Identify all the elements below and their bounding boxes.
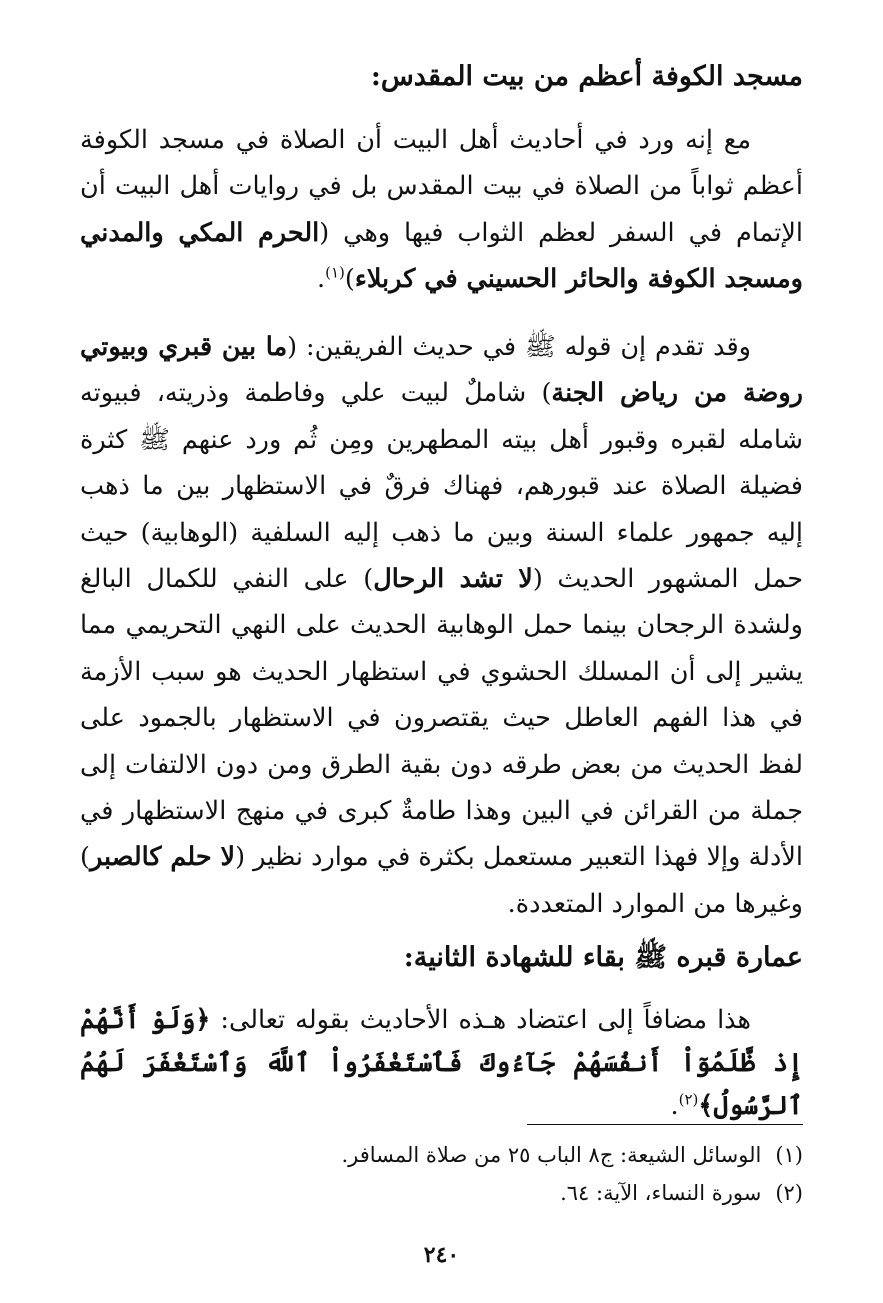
bold-text-segment: لا تشد الرحال [373, 564, 533, 595]
paragraph-hadith-discussion [80, 324, 804, 919]
paragraph-quran-verse [80, 999, 803, 1121]
footnote-separator [527, 1124, 803, 1125]
bold-text-segment: ما بين قبري وبيوتي روضة من رياض الجنة [80, 332, 803, 409]
quran-open-bracket: ﴿ [195, 1005, 211, 1035]
footnote-text: سورة النساء، الآية: ٦٤. [560, 1181, 762, 1205]
paragraph-kufa-mosque [80, 117, 803, 307]
text-segment: هذا مضافاً إلى اعتضاد هـذه الأحاديث بقوله تعالى: [210, 1005, 751, 1035]
bold-text-segment: لا حلم كالصبر [89, 842, 236, 873]
section-heading-tomb-construction: عمارة قبره ﷺ بقاء للشهادة الثانية: [403, 942, 803, 973]
footnote-ref-1[interactable]: (١) [325, 263, 345, 282]
footnote-number: (٢) [775, 1181, 803, 1205]
quran-verse-text: وَلَوْ أَنَّهُمْ إِذ ظَّلَمُوٓاْ أَنفُسَهُمْ جَآءُوكَ فَٱسْتَغْفَرُواْ ٱللَّهَ وَٱسْتَغْفَرَ لَهُمُ ٱلرَّسُولُ [80, 1005, 803, 1121]
text-segment: ) وغيرها من الموارد المتعددة. [80, 842, 803, 919]
footnote-text: الوسائل الشيعة: ج٨ الباب ٢٥ من صلاة المسافر. [341, 1143, 762, 1167]
text-segment: . [317, 264, 326, 295]
bold-text-segment: الحرم المكي والمدني ومسجد الكوفة والحائر الحسيني في كربلاء [80, 217, 803, 295]
text-segment: ) شاملٌ لبيت علي وفاطمة وذريته، فبيوته شامله لقبره وقبور أهل بيته المطهرين ومِن ثُم ورد عنهم ﷺ كثرة فضيلة الصلاة عند قبورهم، فهناك فرقٌ في الاستظهار بين ما ذهب إليه جمهور علماء السنة وبين ما ذهب إليه السلفية (الوهابية) حيث حمل المشهور الحديث ( [80, 378, 803, 595]
footnote-ref-2[interactable]: (٢) [678, 1090, 699, 1109]
text-segment: مع إنه ورد في أحاديث أهل البيت أن الصلاة في مسجد الكوفة أعظم ثواباً من الصلاة في بيت المقدس بل في روايات أهل البيت أن الإتمام في السفر لعظم الثواب فيها وهي ( [80, 125, 803, 248]
text-segment: . [670, 1091, 679, 1121]
footnote-2 [80, 1178, 803, 1208]
quran-close-bracket: ﴾ [698, 1091, 714, 1121]
text-segment: وقد تقدم إن قوله ﷺ في حديث الفريقين: ( [287, 332, 751, 362]
footnote-number: (١) [775, 1143, 803, 1167]
footnote-1 [80, 1140, 803, 1170]
text-segment: ) على النفي للكمال البالغ ولشدة الرجحان بينما حمل الوهابية الحديث على النهي التحريمي مما يشير إلى أن المسلك الحشوي في استظهار الحديث هو سبب الأزمة في هذا الفهم العاطل حيث يقتصرون في الاستظهار بالجمود على لفظ الحديث من بعض طرقه دون بقية الطرق ومن دون الالتفات إلى جملة من القرائن في البين وهذا طامةٌ كبرى في منهج الاستظهار في الأدلة وإلا فهذا التعبير مستعمل بكثرة في موارد نظير ( [80, 564, 804, 873]
page-number: ٢٤٠ [423, 1242, 460, 1268]
text-segment: ) [344, 264, 355, 295]
section-heading-kufa-mosque: مسجد الكوفة أعظم من بيت المقدس: [370, 61, 803, 92]
